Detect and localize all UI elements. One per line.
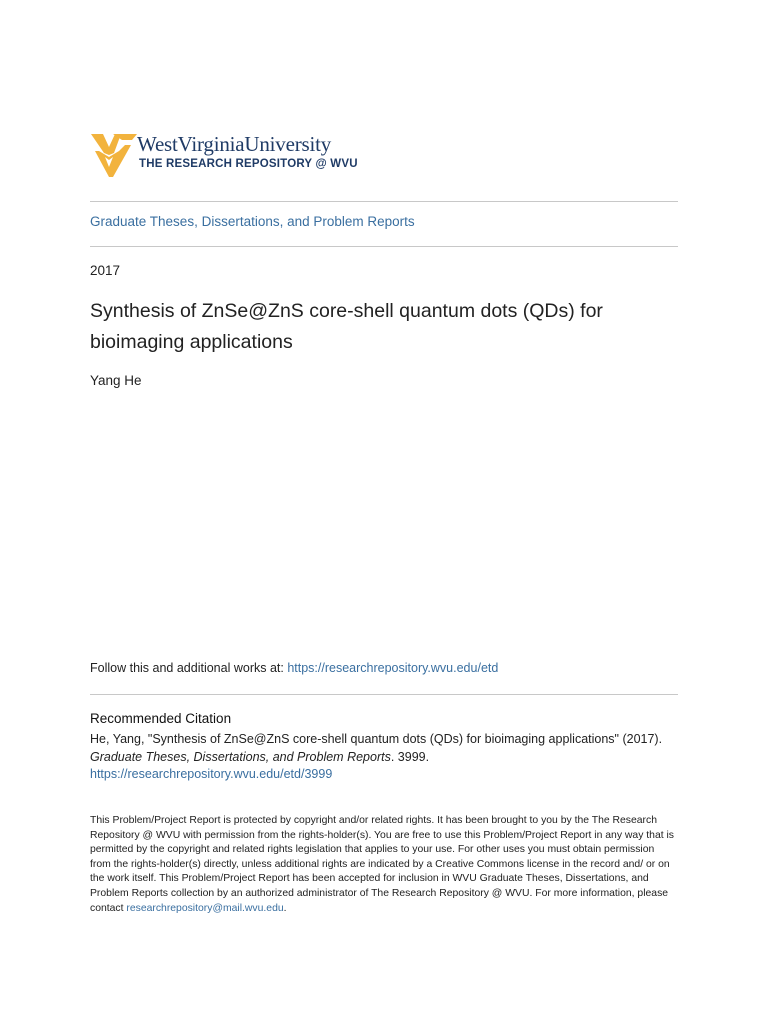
university-name: WestVirginiaUniversity xyxy=(137,132,332,156)
wvu-flying-wv-icon xyxy=(91,131,137,179)
rights-text: This Problem/Project Report is protected by copyright and/or related rights. It has been brought to you by the The Research Repository @ WVU with permission from the rights-holder(s). You are free to use this Problem/Project Report in any way that is permitted by the copyright and related rights legislation that applies to your use. For other uses you must obtain permission from the rights-holder(s) directly, unless additional rights are indicated by a Creative Commons license in the record and/ or on the work itself. This Problem/Project Report has been accepted for inclusion in WVU Graduate Theses, Dissertations, and Problem Reports collection by an authorized administrator of The Research Repository @ WVU. For more information, please contact xyxy=(90,815,675,914)
citation-block xyxy=(90,731,680,784)
citation-url-link[interactable]: https://researchrepository.wvu.edu/etd/3999 xyxy=(90,767,333,781)
document-title: Synthesis of ZnSe@ZnS core-shell quantum dots (QDs) for bioimaging applications xyxy=(90,300,603,353)
citation-number: . 3999. xyxy=(390,749,430,764)
follow-text: Follow this and additional works at: xyxy=(90,661,288,675)
contact-email-link[interactable]: researchrepository@mail.wvu.edu xyxy=(126,902,284,914)
recommended-citation-heading: Recommended Citation xyxy=(90,711,232,726)
series-link[interactable]: Graduate Theses, Dissertations, and Problem Reports xyxy=(90,214,415,229)
rights-end: . xyxy=(283,902,287,914)
follow-line xyxy=(90,661,498,675)
divider-top xyxy=(90,201,678,202)
citation-line: He, Yang, "Synthesis of ZnSe@ZnS core-shell quantum dots (QDs) for bioimaging applications" (2017). xyxy=(90,732,663,746)
rights-statement xyxy=(90,814,675,916)
repository-name: THE RESEARCH REPOSITORY @ WVU xyxy=(139,158,358,170)
follow-url-link[interactable]: https://researchrepository.wvu.edu/etd xyxy=(287,661,499,675)
publication-year: 2017 xyxy=(90,263,121,278)
divider-series xyxy=(90,246,678,247)
citation-series: Graduate Theses, Dissertations, and Problem Reports xyxy=(90,749,391,764)
divider-citation xyxy=(90,694,678,695)
author-name: Yang He xyxy=(90,373,142,388)
wvu-logo[interactable] xyxy=(91,131,391,181)
